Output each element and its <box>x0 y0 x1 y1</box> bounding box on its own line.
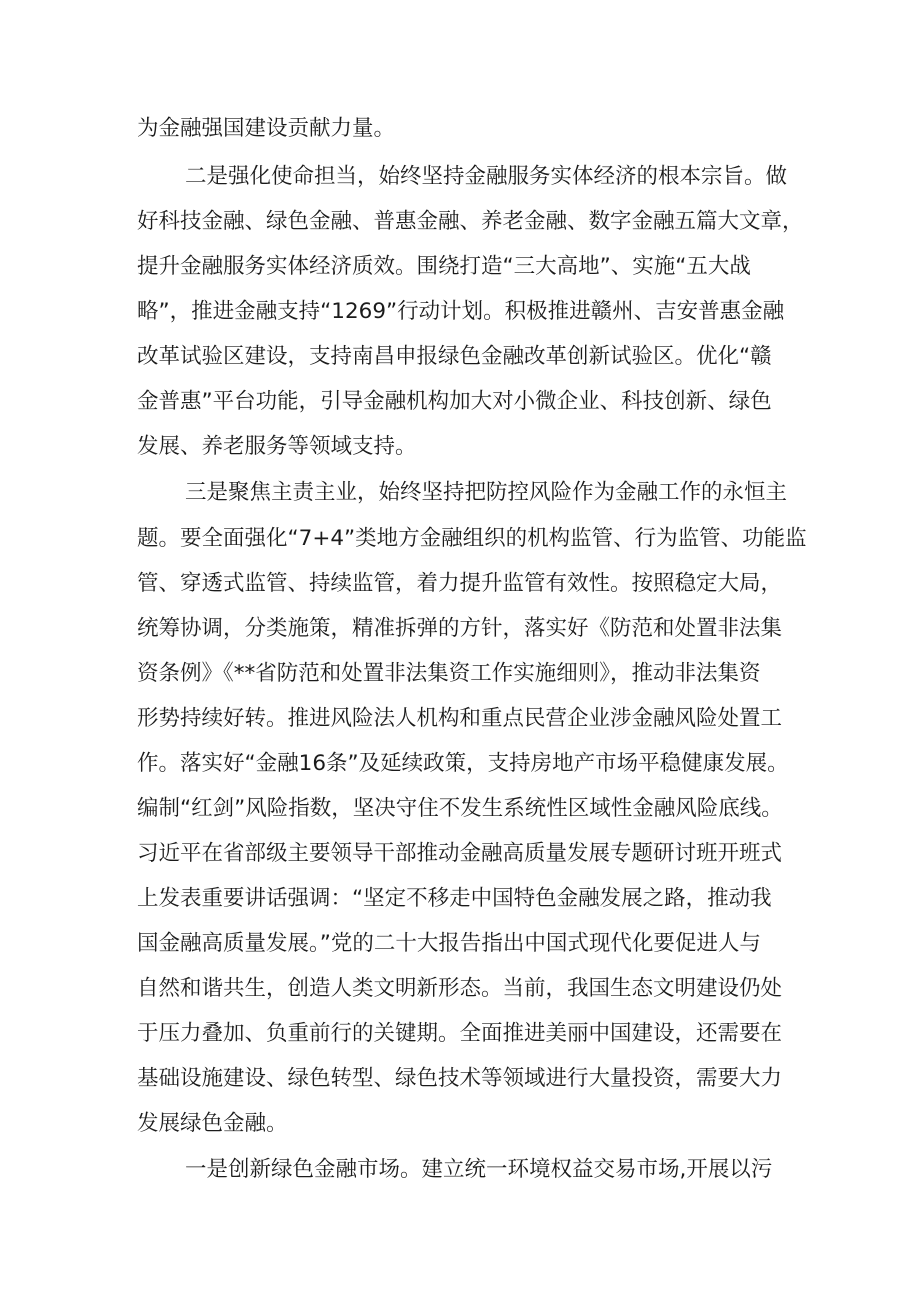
text-line-14: 形势持续好转。推进风险法人机构和重点民营企业涉金融风险处置工 <box>137 706 783 731</box>
text-line-16: 编制“红剑”风险指数，坚决守住不发生系统性区域性金融风险底线。 <box>137 796 783 821</box>
text-line-11: 管、穿透式监管、持续监管，着力提升监管有效性。按照稳定大局， <box>137 571 783 596</box>
text-line-19: 国金融高质量发展。”党的二十大报告指出中国式现代化要促进人与 <box>137 931 761 956</box>
text-line-9: 三是聚焦主责主业，始终坚持把防控风险作为金融工作的永恒主 <box>185 480 788 505</box>
text-line-22: 基础设施建设、绿色转型、绿色技术等领域进行大量投资，需要大力 <box>137 1066 783 1091</box>
text-line-7: 金普惠”平台功能，引导金融机构加大对小微企业、科技创新、绿色 <box>137 389 772 414</box>
text-line-18: 上发表重要讲话强调：“坚定不移走中国特色金融发展之路，推动我 <box>137 886 772 911</box>
text-line-8: 发展、养老服务等领域支持。 <box>137 434 417 459</box>
text-line-13: 资条例》《**省防范和处置非法集资工作实施细则》，推动非法集资 <box>137 661 761 686</box>
text-line-21: 于压力叠加、负重前行的关键期。全面推进美丽中国建设，还需要在 <box>137 1021 783 1046</box>
text-line-1: 为金融强国建设贡献力量。 <box>137 116 396 141</box>
text-line-5: 略”，推进金融支持“1269”行动计划。积极推进赣州、吉安普惠金融 <box>137 299 785 324</box>
text-line-24: 一是创新绿色金融市场。建立统一环境权益交易市场,开展以污 <box>185 1157 773 1182</box>
text-line-20: 自然和谐共生，创造人类文明新形态。当前，我国生态文明建设仍处 <box>137 976 783 1001</box>
text-line-23: 发展绿色金融。 <box>137 1111 288 1136</box>
text-line-2: 二是强化使命担当，始终坚持金融服务实体经济的根本宗旨。做 <box>185 164 788 189</box>
text-line-3: 好科技金融、绿色金融、普惠金融、养老金融、数字金融五篇大文章， <box>137 209 804 234</box>
text-line-4: 提升金融服务实体经济质效。围绕打造“三大高地”、实施“五大战 <box>137 254 751 279</box>
text-line-12: 统筹协调，分类施策，精准拆弹的方针，落实好《防范和处置非法集 <box>137 616 783 641</box>
text-line-10: 题。要全面强化“7+4”类地方金融组织的机构监管、行为监管、功能监 <box>137 526 807 551</box>
text-line-15: 作。落实好“金融16条”及延续政策，支持房地产市场平稳健康发展。 <box>137 751 789 776</box>
text-line-6: 改革试验区建设，支持南昌申报绿色金融改革创新试验区。优化“赣 <box>137 344 772 369</box>
text-line-17: 习近平在省部级主要领导干部推动金融高质量发展专题研讨班开班式 <box>137 841 783 866</box>
